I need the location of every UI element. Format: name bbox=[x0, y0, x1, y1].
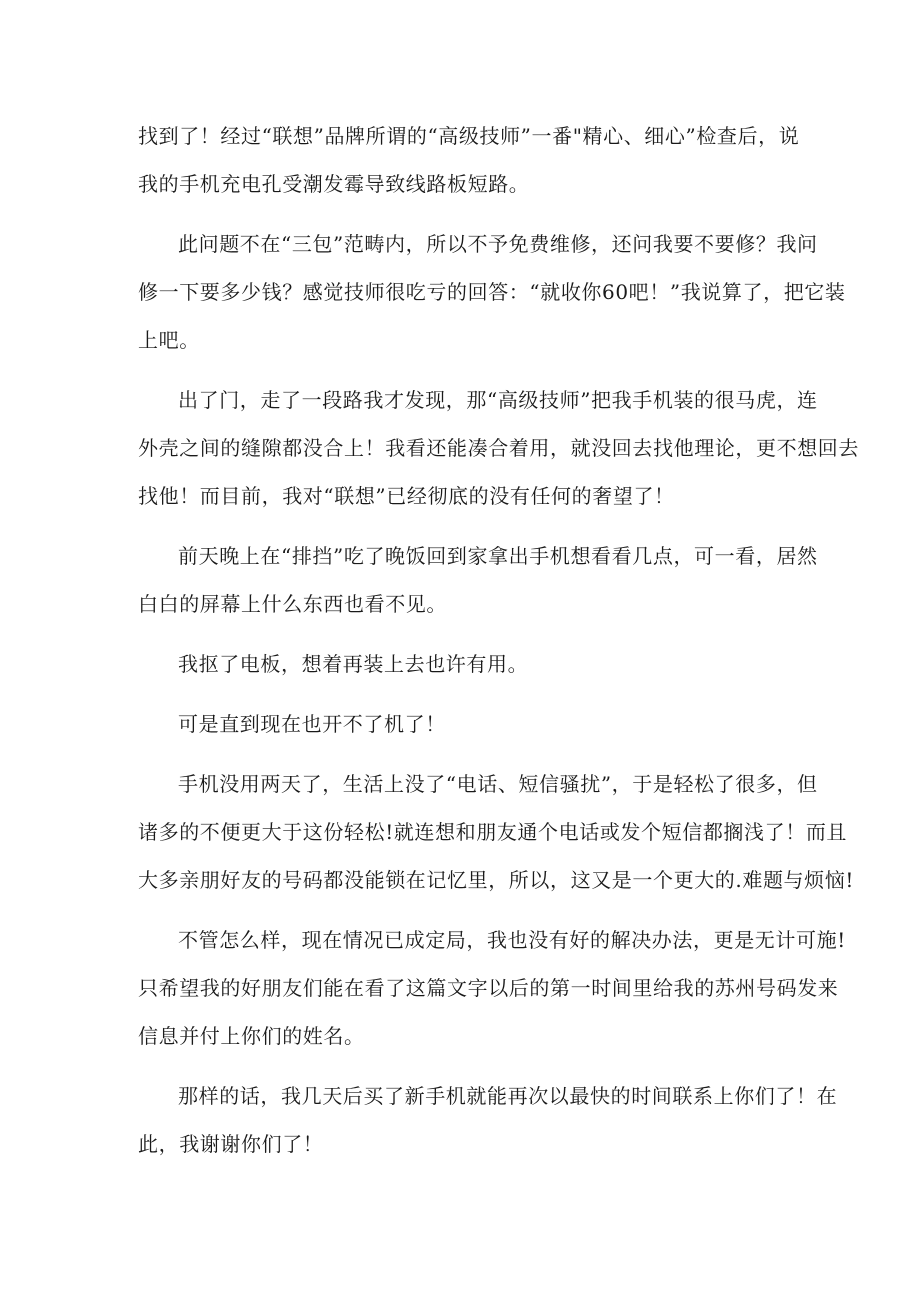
paragraph bbox=[138, 760, 854, 904]
text-line: 白白的屏幕上什么东西也看不见。 bbox=[138, 592, 447, 616]
paragraph bbox=[138, 1072, 838, 1168]
text-line: 出了门，走了一段路我才发现，那“高级技师”把我手机装的很马虎，连 bbox=[178, 388, 818, 412]
text-line: 诸多的不便更大于这份轻松!就连想和朋友通个电话或发个短信都搁浅了！而且 bbox=[138, 820, 848, 844]
text-line: 我的手机充电孔受潮发霉导致线路板短路。 bbox=[138, 172, 530, 196]
text-line: 我抠了电板，想着再装上去也许有用。 bbox=[178, 652, 529, 676]
text-line: 此，我谢谢你们了！ bbox=[138, 1132, 324, 1156]
text-line: 此问题不在“三包”范畴内，所以不予免费维修，还问我要不要修？我问 bbox=[178, 232, 818, 256]
document-body bbox=[138, 112, 859, 1180]
text-line: 上吧。 bbox=[138, 328, 200, 352]
text-line: 找他！而目前，我对“联想”已经彻底的没有任何的奢望了！ bbox=[138, 484, 675, 508]
paragraph bbox=[138, 640, 788, 688]
text-line: 修一下要多少钱？感觉技师很吃亏的回答：“就收你60吧！”我说算了，把它装 bbox=[138, 280, 846, 304]
text-line: 那样的话，我几天后买了新手机就能再次以最快的时间联系上你们了！在 bbox=[178, 1084, 838, 1108]
text-line: 只希望我的好朋友们能在看了这篇文字以后的第一时间里给我的苏州号码发来 bbox=[138, 976, 839, 1000]
paragraph bbox=[138, 700, 788, 748]
text-line: 信息并付上你们的姓名。 bbox=[138, 1024, 365, 1048]
text-line: 可是直到现在也开不了机了！ bbox=[178, 712, 446, 736]
paragraph bbox=[138, 376, 859, 520]
text-line: 不管怎么样，现在情况已成定局，我也没有好的解决办法，更是无计可施! bbox=[178, 928, 846, 952]
paragraph bbox=[138, 532, 818, 628]
paragraph bbox=[138, 112, 800, 208]
text-line: 大多亲朋好友的号码都没能锁在记忆里，所以，这又是一个更大的.难题与烦恼! bbox=[138, 868, 854, 892]
paragraph bbox=[138, 220, 846, 364]
text-line: 找到了！经过“联想”品牌所谓的“高级技师”一番"精心、细心”检查后，说 bbox=[138, 124, 800, 148]
text-line: 前天晚上在“排挡”吃了晚饭回到家拿出手机想看看几点，可一看，居然 bbox=[178, 544, 818, 568]
paragraph bbox=[138, 916, 846, 1060]
text-line: 外壳之间的缝隙都没合上！我看还能凑合着用，就没回去找他理论，更不想回去 bbox=[138, 436, 859, 460]
text-line: 手机没用两天了，生活上没了“电话、短信骚扰”，于是轻松了很多，但 bbox=[178, 772, 818, 796]
